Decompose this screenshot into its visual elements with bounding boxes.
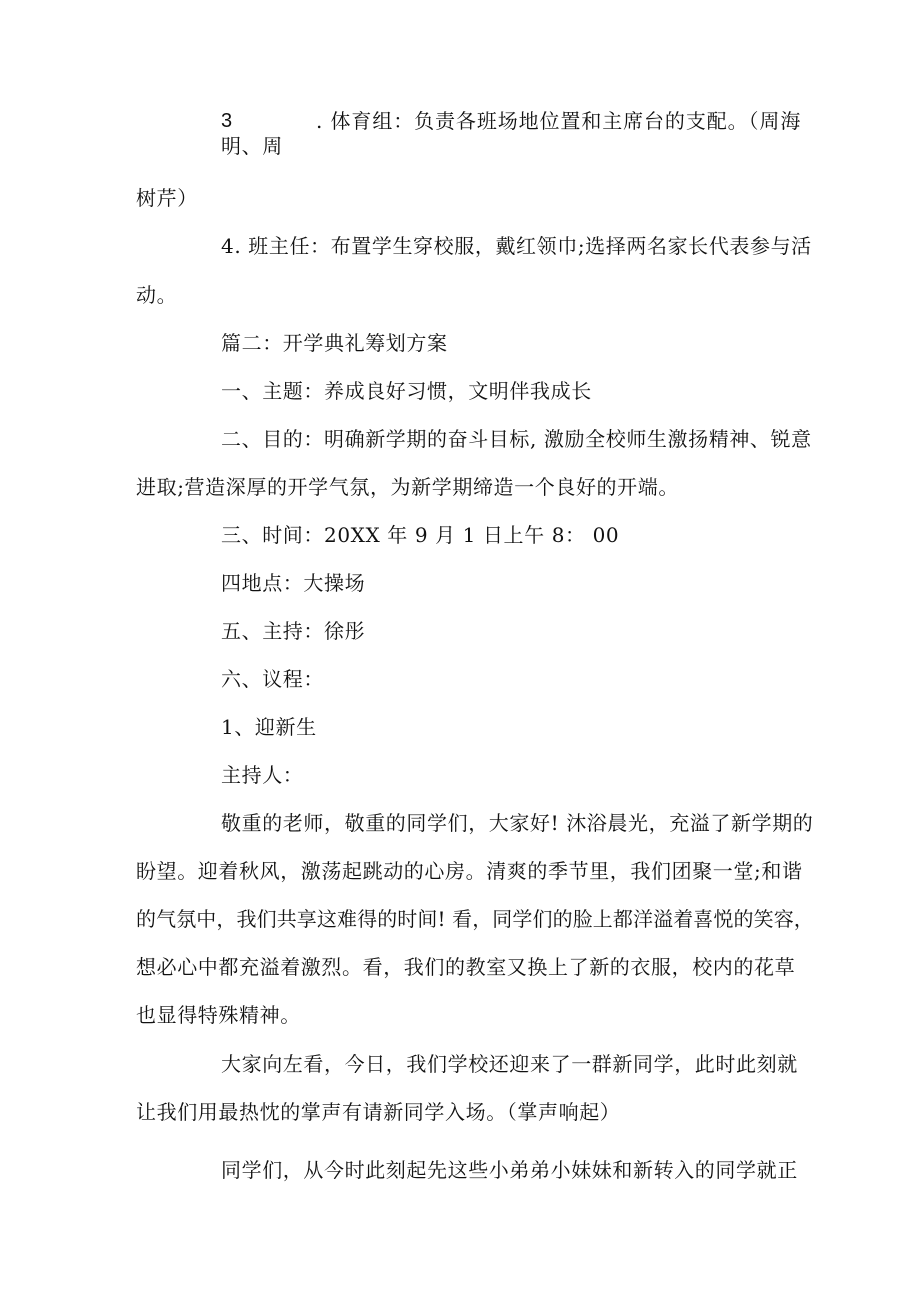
item3-text: . 体育组：负责各班场地位置和主席台的支配。（周海 [316, 109, 802, 133]
agenda-heading: 六、议程： [221, 667, 324, 691]
section-title: 篇二：开学典礼筹划方案 [221, 331, 448, 355]
purpose-line1: 二、目的：明确新学期的奋斗目标, 激励全校师生激扬精神、锐意 [221, 427, 812, 451]
host-line: 五、主持：徐彤 [221, 619, 366, 643]
host-label: 主持人： [221, 763, 304, 787]
para2-line1: 大家向左看，今日，我们学校还迎来了一群新同学，此时此刻就 [221, 1052, 798, 1076]
para1-line3: 的气氛中，我们共享这难得的时间! 看，同学们的脸上都洋溢着喜悦的笑容， [136, 907, 814, 931]
para1-line4: 想必心中都充溢着激烈。看，我们的教室又换上了新的衣服，校内的花草 [136, 955, 796, 979]
theme-line: 一、主题：养成良好习惯，文明伴我成长 [221, 379, 592, 403]
item3-text-continued: 明、周 [221, 134, 283, 158]
location-line: 四地点：大操场 [221, 571, 366, 595]
para1-line2: 盼望。迎着秋风，激荡起跳动的心房。清爽的季节里，我们团聚一堂;和谐 [136, 859, 803, 883]
item3-number: 3 [221, 110, 233, 132]
para2-line2: 让我们用最热忱的掌声有请新同学入场。（掌声响起） [136, 1100, 621, 1124]
item4-line2: 动。 [136, 283, 178, 307]
para1-line1: 敬重的老师，敬重的同学们，大家好! 沐浴晨光，充溢了新学期的 [221, 811, 814, 835]
time-line: 三、时间：20XX 年 9 月 1 日上午 8： 00 [221, 523, 620, 547]
para3-line1: 同学们，从今时此刻起先这些小弟弟小妹妹和新转入的同学就正 [221, 1158, 798, 1182]
para1-line5: 也显得特殊精神。 [136, 1003, 301, 1027]
item4-line1: 4. 班主任：布置学生穿校服，戴红领巾;选择两名家长代表参与活 [221, 234, 812, 258]
agenda-item-1: 1、迎新生 [221, 715, 317, 739]
purpose-line2: 进取;营造深厚的开学气氛，为新学期缔造一个良好的开端。 [136, 475, 679, 499]
item3-text-end: 树芹） [136, 186, 198, 210]
